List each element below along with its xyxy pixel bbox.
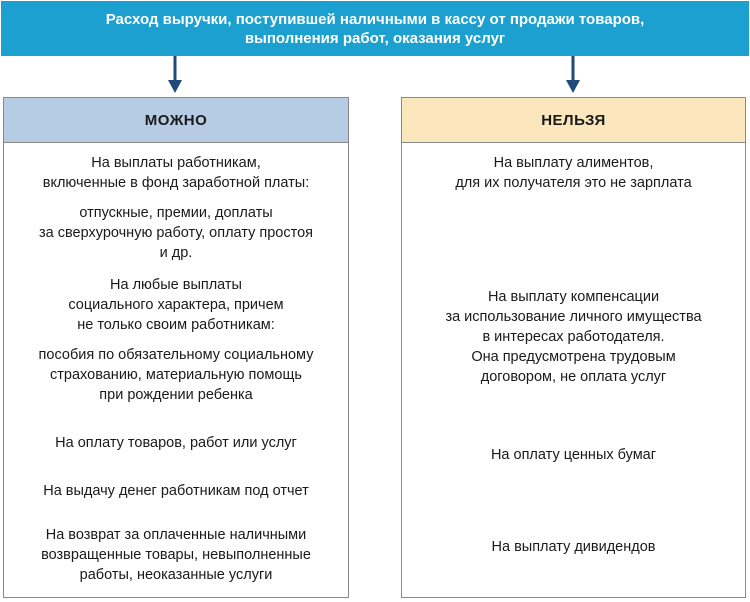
item-line: в интересах работодателя. bbox=[482, 329, 665, 345]
forbidden-item-dividends bbox=[402, 537, 745, 557]
item-line: не только своим работникам: bbox=[77, 317, 275, 333]
item-line: На возврат за оплаченные наличными bbox=[45, 527, 307, 543]
item-line: и др. bbox=[159, 245, 193, 261]
forbidden-item-compensation bbox=[402, 287, 745, 387]
forbidden-item-securities bbox=[402, 445, 745, 465]
allowed-item-social-details bbox=[4, 345, 348, 405]
item-line: возвращенные товары, невыполненные bbox=[41, 547, 311, 563]
item-line: для их получателя это не зарплата bbox=[455, 175, 692, 191]
item-line: На любые выплаты bbox=[110, 277, 242, 293]
allowed-item-refund bbox=[4, 525, 348, 585]
allowed-column-title: МОЖНО bbox=[4, 98, 348, 143]
allowed-item-advance bbox=[4, 481, 348, 501]
item-line: страхованию, материальную помощь bbox=[50, 367, 302, 383]
forbidden-item-alimony bbox=[402, 153, 745, 193]
header-line: выполнения работ, оказания услуг bbox=[244, 29, 506, 47]
arrow-down-left-icon bbox=[165, 56, 185, 96]
forbidden-column-title: НЕЛЬЗЯ bbox=[402, 98, 745, 143]
item-line: включенные в фонд заработной платы: bbox=[42, 175, 310, 191]
item-line: На выплаты работникам, bbox=[91, 155, 261, 171]
item-line: пособия по обязательному социальному bbox=[38, 347, 314, 363]
allowed-item-goods bbox=[4, 433, 348, 453]
header-line: Расход выручки, поступившей наличными в кассу от продажи товаров, bbox=[105, 10, 645, 28]
item-line: На оплату товаров, работ или услуг bbox=[55, 435, 297, 451]
item-line: за использование личного имущества bbox=[445, 309, 702, 325]
item-line: отпускные, премии, доплаты bbox=[79, 205, 273, 221]
arrow-down-right-icon bbox=[563, 56, 583, 96]
item-line: Она предусмотрена трудовым bbox=[471, 349, 676, 365]
allowed-item-salary-details bbox=[4, 203, 348, 263]
item-line: На оплату ценных бумаг bbox=[490, 447, 657, 463]
allowed-item-social bbox=[4, 275, 348, 335]
item-line: На выплату компенсации bbox=[487, 289, 660, 305]
item-line: при рождении ребенка bbox=[99, 387, 253, 403]
forbidden-column bbox=[401, 97, 746, 598]
item-line: На выплату алиментов, bbox=[493, 155, 654, 171]
allowed-item-salary bbox=[4, 153, 348, 193]
item-line: На выдачу денег работникам под отчет bbox=[43, 483, 309, 499]
allowed-column bbox=[3, 97, 349, 598]
item-line: за сверхурочную работу, оплату простоя bbox=[38, 225, 314, 241]
item-line: работы, неоказанные услуги bbox=[79, 567, 273, 583]
item-line: На выплату дивидендов bbox=[491, 539, 656, 555]
item-line: договором, не оплата услуг bbox=[480, 369, 667, 385]
item-line: социального характера, причем bbox=[68, 297, 284, 313]
diagram-header bbox=[1, 1, 749, 56]
